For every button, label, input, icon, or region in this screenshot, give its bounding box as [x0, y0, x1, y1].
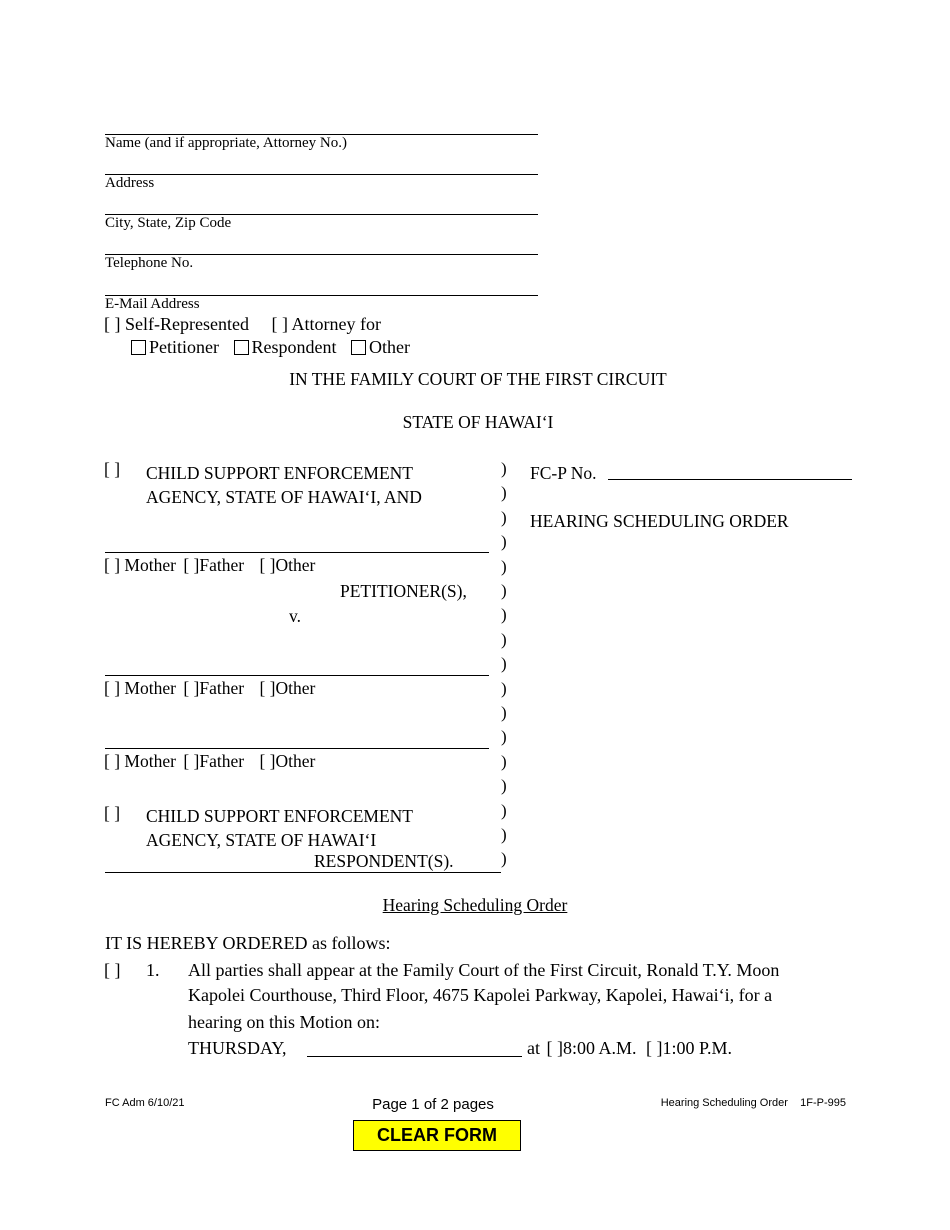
- self-represented-checkbox[interactable]: [ ]: [104, 314, 121, 334]
- item1-number: 1.: [146, 960, 160, 980]
- respondent2-role-row: [104, 751, 315, 772]
- petitioner-other-label: Other: [275, 555, 316, 575]
- time-1pm-checkbox[interactable]: [ ]: [646, 1038, 663, 1058]
- petitioner-mother-label: Mother: [124, 555, 176, 575]
- versus-label: v.: [289, 606, 301, 626]
- court-state: STATE OF HAWAI‘I: [402, 412, 554, 432]
- address-field-line[interactable]: [105, 174, 538, 175]
- respondent2-mother-checkbox[interactable]: [ ]: [104, 751, 121, 771]
- court-title: IN THE FAMILY COURT OF THE FIRST CIRCUIT: [289, 369, 667, 389]
- time-8am-checkbox[interactable]: [ ]: [546, 1038, 563, 1058]
- respondent1-mother-checkbox[interactable]: [ ]: [104, 678, 121, 698]
- petitioner-other-checkbox[interactable]: [ ]: [259, 555, 276, 575]
- caption-paren: ): [501, 849, 507, 869]
- other-party-label: Other: [369, 337, 410, 357]
- hearing-at-label: at: [527, 1038, 540, 1058]
- respondent2-father-label: Father: [199, 751, 245, 771]
- order-heading: Hearing Scheduling Order: [382, 895, 568, 915]
- csea-respondent-line2: AGENCY, STATE OF HAWAI‘I: [146, 830, 377, 850]
- time-1pm-label: 1:00 P.M.: [662, 1038, 733, 1058]
- petitioner-father-checkbox[interactable]: [ ]: [183, 555, 200, 575]
- self-represented-label: Self-Represented: [125, 314, 249, 334]
- respondent2-father-checkbox[interactable]: [ ]: [183, 751, 200, 771]
- hearing-time-row: [527, 1038, 732, 1059]
- item1-line1: All parties shall appear at the Family Court of the First Circuit, Ronald T.Y. Moon: [188, 960, 780, 980]
- respondent1-role-row: [104, 678, 315, 699]
- caption-paren: ): [501, 654, 507, 674]
- petitioner-checkbox[interactable]: [131, 340, 146, 355]
- email-label: E-Mail Address: [105, 296, 200, 312]
- address-label: Address: [105, 175, 155, 191]
- caption-paren: ): [501, 581, 507, 600]
- time-8am-label: 8:00 A.M.: [563, 1038, 637, 1058]
- attorney-for-checkbox[interactable]: [ ]: [271, 314, 288, 334]
- respondent1-mother-label: Mother: [124, 678, 176, 698]
- caption-paren: ): [501, 751, 507, 771]
- csea-petitioner-line1: CHILD SUPPORT ENFORCEMENT: [146, 463, 413, 483]
- csea-respondent-checkbox[interactable]: [ ]: [104, 803, 121, 823]
- petitioners-label: PETITIONER(S),: [340, 581, 467, 601]
- petitioner-role-row: [104, 555, 315, 576]
- respondent1-other-label: Other: [275, 678, 316, 698]
- caption-paren: ): [501, 532, 507, 552]
- respondent2-name-line[interactable]: [105, 748, 489, 749]
- caption-bottom-line: [105, 872, 501, 873]
- caption-paren: ): [501, 507, 507, 527]
- caption-paren: ): [501, 703, 507, 722]
- fcp-number-field-line[interactable]: [608, 479, 852, 480]
- caption-paren: ): [501, 727, 507, 747]
- other-party-checkbox[interactable]: [351, 340, 366, 355]
- caption-paren: ): [501, 605, 507, 625]
- respondent-checkbox[interactable]: [234, 340, 249, 355]
- form-id: Hearing Scheduling Order 1F-P-995: [660, 1097, 846, 1109]
- caption-paren: ): [501, 776, 507, 796]
- order-intro: IT IS HEREBY ORDERED as follows:: [105, 933, 391, 953]
- attorney-for-label: Attorney for: [291, 314, 381, 334]
- petitioner-name-line[interactable]: [105, 552, 489, 553]
- hearing-date-field-line[interactable]: [307, 1056, 522, 1057]
- telephone-label: Telephone No.: [105, 255, 194, 271]
- caption-paren: ): [501, 678, 507, 698]
- respondent1-father-checkbox[interactable]: [ ]: [183, 678, 200, 698]
- caption-paren: ): [501, 556, 507, 576]
- form-date: FC Adm 6/10/21: [105, 1097, 185, 1109]
- item1-line3: hearing on this Motion on:: [188, 1012, 380, 1032]
- caption-paren: ): [501, 629, 507, 649]
- clear-form-button[interactable]: CLEAR FORM: [353, 1120, 521, 1151]
- caption-paren: ): [501, 825, 507, 844]
- item1-checkbox[interactable]: [ ]: [104, 960, 121, 980]
- petitioner-mother-checkbox[interactable]: [ ]: [104, 555, 121, 575]
- respondent1-father-label: Father: [199, 678, 245, 698]
- representation-row: [104, 314, 381, 335]
- caption-paren: ): [501, 459, 507, 478]
- caption-paren: ): [501, 483, 507, 503]
- item1-line2: Kapolei Courthouse, Third Floor, 4675 Kapolei Parkway, Kapolei, Hawai‘i, for a: [188, 985, 773, 1005]
- hearing-day-label: THURSDAY,: [188, 1038, 287, 1058]
- respondent1-name-line[interactable]: [105, 675, 489, 676]
- page-number: Page 1 of 2 pages: [372, 1096, 494, 1113]
- csea-petitioner-checkbox[interactable]: [ ]: [104, 459, 121, 479]
- csea-respondent-line1: CHILD SUPPORT ENFORCEMENT: [146, 806, 413, 826]
- csea-petitioner-line2: AGENCY, STATE OF HAWAI‘I, AND: [146, 487, 422, 507]
- petitioner-label: Petitioner: [149, 337, 219, 357]
- document-title: HEARING SCHEDULING ORDER: [530, 511, 789, 531]
- respondent-label: Respondent: [251, 337, 337, 357]
- respondent1-other-checkbox[interactable]: [ ]: [259, 678, 276, 698]
- fcp-number-label: FC-P No.: [530, 463, 597, 483]
- city-label: City, State, Zip Code: [105, 215, 232, 231]
- caption-paren: ): [501, 800, 507, 820]
- respondents-label: RESPONDENT(S).: [314, 851, 454, 871]
- name-label: Name (and if appropriate, Attorney No.): [105, 135, 347, 151]
- respondent2-other-label: Other: [275, 751, 316, 771]
- respondent2-other-checkbox[interactable]: [ ]: [259, 751, 276, 771]
- petitioner-father-label: Father: [199, 555, 245, 575]
- respondent2-mother-label: Mother: [124, 751, 176, 771]
- party-type-row: [131, 337, 410, 358]
